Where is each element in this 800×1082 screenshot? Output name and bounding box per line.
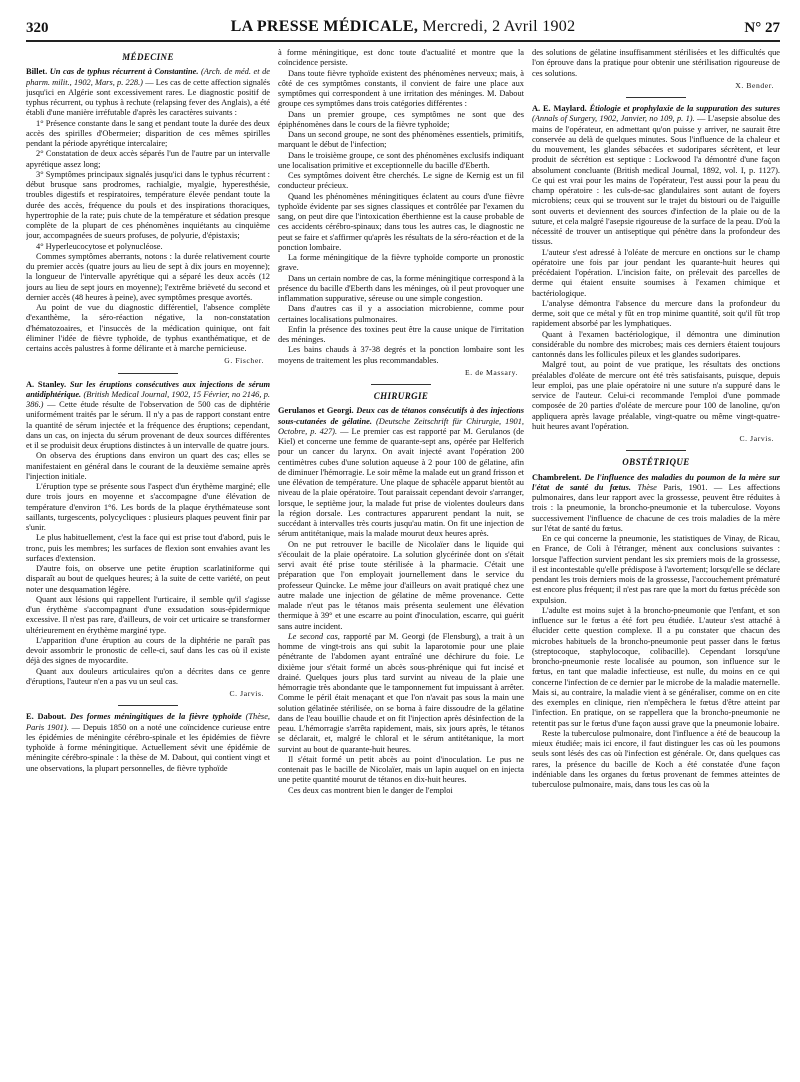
paragraph: Enfin la présence des toxines peut être la cause unique de l'irritation des méninges. [278, 324, 524, 344]
article-text: — Cette étude résulte de l'observation de 500 cas de diphtérie uniformément traités par le sérum. Il n'y a pas de rapport constant entre la quantité de sérum injectée et la fréquence des éruptions; cependant, dans un cas, on injecta du sérum provenant de deux sources différentes et il se produisit deux éruptions distinctes à un intervalle de quatre jours. [26, 400, 270, 450]
paragraph: Au point de vue du diagnostic différentiel, l'absence complète d'exanthème, la séro-réaction négative, la non-constatation d'hématozoaires, et l'insuccès de la médication quinique, ont fait éliminer l'idée de fièvre typhoïde, de typhus exanthématique, et de certains accès palustres à forme délirante et à marche pernicieuse. [26, 303, 270, 353]
case-label: Le second cas, [288, 631, 340, 641]
paragraph [278, 632, 524, 755]
paragraph: On observa des éruptions dans environ un quart des cas; elles se manifestaient en général dans le courant de la deuxième semaine après l'injection initiale. [26, 451, 270, 481]
paragraph: Les bains chauds à 37-38 degrés et la ponction lombaire sont les moyens de traitement les plus recommandables. [278, 345, 524, 365]
paragraph: D'autre fois, on observe une petite éruption scarlatiniforme qui disparaît au bout de quelques heures; à la suite de cette variété, on peut noter une desquamation légère. [26, 564, 270, 594]
article-title: Un cas de typhus récurrent à Constantine. [49, 67, 199, 77]
section-heading-obstetrique: OBSTÉTRIQUE [622, 457, 690, 468]
divider [626, 97, 686, 98]
signature: E. de Massary. [464, 367, 518, 377]
article-lead [26, 712, 270, 774]
column-2 [278, 48, 524, 1074]
article-author: Billet. [26, 67, 48, 77]
paragraph: Dans le troisième groupe, ce sont des phénomènes exclusifs indiquant une localisation primitive et exceptionnelle du bacille d'Eberth. [278, 150, 524, 170]
issue-number: N° 27 [744, 20, 780, 36]
paragraph: Quand les phénomènes méningitiques éclatent au cours d'une fièvre typhoïde évidente par ses signes classiques et contrôlée par l'examen du sang, on peut dire que l'intoxication éberthienne est la cause probable de ces accidents cérébro-spinaux; dans tous les autres cas, le diagnostic ne peut se faire et s'affirmer qu'après les résultats de la séro-réaction et de la ponction lombaire. [278, 191, 524, 252]
article-text: rapporté par M. Georgi (de Flensburg), a trait à un homme de vingt-trois ans qui subit la laparotomie pour une plaie pénétrante de l'abdomen ayant entraîné une déchirure du foie. Le dixième jour s'était formé un abcès sous-phrénique qui fut incisé et drainé. Quelques jours plus tard survint au niveau de la plaie une hémorragie très abondante que le tamponnement fut impuissant à arrêter. Comme le péril était menaçant et que l'on n'avait pas sous la main une solution gélatinée stérilisée, on se borna à faire dissoudre de la gélatine dans de l'eau bouillie chaude et on fit l'injection après désinfection de la peau. L'hémorragie s'arrêta rapidement, mais, six jours après, le tétanos se déclarait, et, malgré le chloral et le sérum antitétanique, la mort survint au bout de quarante-huit heures. [278, 631, 524, 754]
article-title: Sur les éruptions consécutives aux injections de sérum antidiphtérique. [26, 379, 270, 399]
divider [626, 450, 686, 451]
article-lead [26, 67, 270, 118]
article-text: — Les cas de cette affection signalés jusqu'ici en Algérie sont excessivement rares. Le diagnostic positif de typhus récurrent, ou typhus à rechute (relapsing fever des Anglais), a été établi d'une manière irréfutable d'après les caractères suivants : [26, 77, 270, 118]
article-author: A. Stanley. [26, 379, 67, 389]
article-dabout-continued [278, 48, 524, 378]
paragraph: L'adulte est moins sujet à la broncho-pneumonie que l'enfant, et son influence sur le fœtus a été fort peu étudiée. L'auteur s'est attaché à élucider cette question complexe. Il a pu constater que chacun des microbes habituels de la broncho-pneumonie peut passer dans le fœtus (streptocoque, staphylocoque, colibacille). Cependant lorsqu'une broncho-pneumonie reste localisée au poumon, son influence sur le fœtus, en tant que maladie infectieuse, est nulle, du moins en ce qui concerne l'infection de ce dernier par le microbe de la maladie maternelle. Mais si, au contraire, la maladie vient à se généraliser, comme on en cite des exemples en clinique, rien n'empêchera le fœtus d'être atteint par l'infection. En pratique, on se rappellera que la broncho-pneumonie ne retentit pas sur le fœtus d'une façon aussi grave que la pneumonie lobaire. [532, 605, 780, 728]
article-citation: (Deutsche Zeitschrift für Chirurgie, 1901, Octobre, p. 427). [278, 416, 524, 436]
paragraph: Dans d'autres cas il y a association microbienne, comme pour certaines localisations pulmonaires. [278, 304, 524, 324]
paragraph: Commes symptômes aberrants, notons : la durée relativement courte du premier accès (quatre jours au lieu de sept à dix jours en moyenne); la longueur de l'intervalle apyrétique qui a séparé les deux accès (12 jours au lieu de sept jours en moyenne); l'extrême brièveté du second et dernier accès (48 heures à peine), avec symptômes presque avortés. [26, 251, 270, 302]
column-3 [532, 48, 780, 1074]
paragraph: 3° Symptômes principaux signalés jusqu'ici dans le typhus récurrent : début brusque sans prodromes, rachialgie, myalgie, hyperesthésie, troubles digestifs et respiratoires, température élevée pendant toute la durée des accès, fréquence du pouls et des inspirations thoraciques, hypertrophie de la rate; puis chute de la température et sédation presque complète de la plupart de ces phénomènes inquiétants au cinquième jour, accompagnées de sueurs profuses, de polyurie, d'épistaxis; [26, 169, 270, 241]
page-number: 320 [26, 20, 49, 36]
paragraph: L'analyse démontra l'absence du mercure dans la profondeur du derme, soit que ce métal y fût en trop minime quantité, soit qu'il fût trop rapidement absorbé par les lymphatiques. [532, 298, 780, 329]
article-citation: (Thèse, Paris 1901). [26, 712, 270, 732]
article-lead [278, 406, 524, 539]
article-title: Des formes méningitiques de la fièvre typhoïde [69, 712, 242, 722]
divider [118, 373, 178, 374]
article-gerulanos-continued [532, 48, 780, 91]
paragraph: Dans toute fièvre typhoïde existent des phénomènes nerveux; mais, à côté de ces symptômes constants, il convient de faire une place aux symptômes qui correspondent à une irritation des méninges. M. Dabout groupe ces symptômes dans trois catégories différentes : [278, 68, 524, 109]
paragraph: 1° Présence constante dans le sang et pendant toute la durée des deux accès des spirilles d'Obermeier; disparition de ces mêmes spirilles pendant la période apyrétique intercalaire; [26, 118, 270, 148]
column-1 [26, 48, 270, 1074]
paragraph: à forme méningitique, est donc toute d'actualité et montre que la coïncidence persiste. [278, 48, 524, 68]
paragraph: Dans un second groupe, ne sont des phénomènes essentiels, primitifs, marquant le début de l'infection; [278, 130, 524, 150]
paragraph: Le plus habituellement, c'est la face qui est prise tout d'abord, puis le tronc, puis les membres; les surfaces de flexion sont envahies avant les surfaces d'extension. [26, 533, 270, 563]
paragraph: Dans un certain nombre de cas, la forme méningitique correspond à la présence du bacille d'Eberth dans les méninges, où il peut provoquer une inflammation suppurative, séreuse ou une simple congestion. [278, 273, 524, 303]
article-title: Deux cas de tétanos consécutifs à des injections sous-cutanées de gélatine. [278, 406, 524, 426]
paragraph: Il s'était formé un petit abcès au point d'inoculation. Le pus ne contenait pas le bacille de Nicolaïer, mais un lapin auquel on en injecta une petite quantité mourut de tétanos en dix-huit heures. [278, 754, 524, 785]
paragraph: Ces deux cas montrent bien le danger de l'emploi [288, 785, 453, 795]
article-author: Chambrelent. [532, 472, 582, 482]
section-heading-chirurgie: CHIRURGIE [373, 391, 429, 401]
article-lead [532, 473, 780, 535]
article-dabout [26, 712, 270, 774]
divider [118, 705, 178, 706]
section-heading-medecine: MÉDECINE [122, 52, 174, 62]
article-text: — Les affections pulmonaires, dans leur rapport avec la grossesse, peuvent être réduites à trois : la pneumonie, la broncho-pneumonie et la tuberculose. Voyons successivement l'influence de chacune de ces trois maladies de la mère sur l'état de santé du fœtus. [532, 482, 780, 533]
paragraph: Quant aux douleurs articulaires qu'on a décrites dans ce genre d'éruptions, l'auteur n'en a pas vu un seul cas. [26, 666, 270, 686]
article-chambrelent [532, 473, 780, 791]
signature: X. Bender. [735, 80, 774, 90]
paragraph: En ce qui concerne la pneumonie, les statistiques de Vinay, de Ricau, en France, de Coli à l'étranger, mènent aux conclusions suivantes : lorsque l'affection survient pendant les six premiers mois de la grossesse, il est incontestable qu'elle prédispose à l'avortement; lorsqu'elle se déclare pendant les trois derniers mois de la grossesse, l'accouchement prématuré est encore plus fréquent; il n'est pas rare que la mort du fœtus précède son expulsion. [532, 534, 780, 605]
article-lead [532, 104, 780, 248]
article-gerulanos [278, 406, 524, 796]
article-citation: (British Medical Journal, 1902, 15 Février, no 2146, p. 386.) [26, 389, 270, 409]
paragraph: Quant à l'examen bactériologique, il démontra une diminution considérable du nombre des microbes; mais ces derniers étaient toujours cantonnés dans les follicules pileux et les glandes sudoripares. [532, 329, 780, 359]
paragraph: Ces symptômes doivent être cherchés. Le signe de Kernig est un fil conducteur précieux. [278, 171, 524, 191]
paragraph: L'auteur s'est adressé à l'oléate de mercure en onctions sur le champ opératoire une fois par jour pendant les quarante-huit heures qui précédaient l'opération. L'incision faite, on prélevait des parcelles de derme qui étaient ensuite soumises à l'examen chimique et bactériologique. [532, 247, 780, 298]
paragraph: 4° Hyperleucocytose et polynucléose. [36, 241, 163, 251]
article-citation: (Annals of Surgery, 1902, Janvier, no 109, p. 1). [532, 114, 695, 124]
paragraph: Reste la tuberculose pulmonaire, dont l'influence a été de beaucoup la mieux étudiée; mais ici encore, il faut distinguer les cas où les poumons seuls sont lésés des cas où l'infection est générale. Or, dans quelques cas rares, la présence du bacille de Koch a été constatée d'une façon indéniable dans les organes du fœtus provenant de femmes atteintes de tuberculose pulmonaire, mais, dans tous les cas où la [532, 728, 780, 789]
article-title: De l'influence des maladies du poumon de la mère sur l'état de santé du fœtus. [532, 472, 780, 492]
article-text: — L'asepsie absolue des mains de l'opérateur, en admettant qu'on puisse y arriver, ne saurait être conservée au delà de quelques minutes. Sous l'influence de la chaleur et du mouvement, les glandes sébacées et sudoripares sécrètent, et leur produit de sécrétion est septique : Lockwood l'a démontré d'une façon absolument concluante (British medical Journal, 1892, vol. I, p. 1127). Ce qui est vrai pour les mains de l'opérateur, l'est aussi pour la peau du champ opératoire : les culs-de-sac glandulaires sont autant de foyers microbiens; ceux qui se trouvent sur le trajet du bistouri ou de l'aiguille sont ouverts et deviennent des sources d'infection de la plaie ou de la suture, et cela malgré l'asepsie rigoureuse de la surface de la peau. D'où la nécessité de trouver un antiseptique qui pénètre dans la profondeur des tissus. [532, 114, 780, 247]
issue-date: Mercredi, 2 Avril 1902 [422, 18, 576, 35]
article-author: E. Dabout. [26, 712, 67, 722]
paragraph: Quant aux lésions qui rappellent l'urticaire, il semble qu'il s'agisse d'un érythème s'accompagnant d'une exsudation sous-épidermique excessive. Il n'est pas rare, d'ailleurs, de voir cet urticaire se transformer ultérieurement en érythème marginé type. [26, 594, 270, 635]
paragraph: La forme méningitique de la fièvre typhoïde comporte un pronostic grave. [278, 253, 524, 273]
signature: G. Fischer. [224, 356, 264, 366]
paragraph: Dans un premier groupe, ces symptômes ne sont que des épiphénomènes dans le cours de la fièvre typhoïde; [278, 109, 524, 129]
article-lead [26, 380, 270, 452]
signature: C. Jarvis. [739, 434, 774, 443]
paragraph: L'éruption type se présente sous l'aspect d'un érythème marginé; elle dure trois jours en moyenne et s'accompagne d'une élévation de température d'environ 1°6. Les bords de la plaque érythémateuse sont saillants, turgescents, polycycliques : plusieurs plaques peuvent finir par s'unir. [26, 482, 270, 532]
paragraph: Malgré tout, au point de vue pratique, les résultats des onctions préalables d'oléate de mercure ont été très satisfaisants, puisque, depuis leur emploi, pas une plaie opératoire ni une suture n'a suppuré dans le service de l'auteur. Celui-ci recommande l'emploi d'une pommade composée de 20 parties d'oléate de mercure pour 100 de lanoline, qu'on appliquera après lavage préalable, vingt-quatre ou même vingt-quatre-huit heures avant l'opération. [532, 360, 780, 431]
article-title: Étiologie et prophylaxie de la suppuration des sutures [589, 104, 780, 113]
article-text: — Le premier cas est rapporté par M. Gerulanos (de Kiel) et concerne une femme de quarante-sept ans, opérée par Helferich pour un cancer du larynx. On avait injecté avant l'opération 200 centimètres cubes d'une solution aqueuse à 2 pour 100 de gélatine, afin de diminuer l'hémorragie. Le soir même la malade eut un grand frisson et une élévation de température. Une plaque de sphacèle apparut bientôt au niveau de la plaie opératoire. Tout paraissait cependant devoir s'arranger, lorsque, le septième jour, la malade fut prise de violentes douleurs dans la région dorsale. Les contractures apparurent pendant la nuit, se succédant à intervalles très courts jusqu'au matin. On fit une injection de sérum antitétanique, mais la malade mourut deux heures après. [278, 426, 524, 539]
signature: C. Jarvis. [229, 689, 264, 698]
paragraph: des solutions de gélatine insuffisamment stérilisées et les difficultés que l'on éprouve dans la pratique pour obtenir une stérilisation rigoureuse de ces solutions. [532, 48, 780, 78]
article-author: A. E. Maylard. [532, 104, 587, 113]
article-author: Gerulanos et Georgi. [278, 406, 354, 416]
paragraph: 2° Constatation de deux accès séparés l'un de l'autre par un intervalle apyrétique assez long; [26, 149, 270, 169]
article-citation: (Arch. de méd. et de pharm. milit., 1902, Mars, p. 228.) [26, 67, 270, 87]
article-text: — Depuis 1850 on a noté une coïncidence curieuse entre les épidémies de méningite cérébro-spinale et les épidémies de fièvre typhoïde à forme méningitique. Actuellement sévit une épidémie de méningite cérébro-spinale : la thèse de M. Dabout, qui contient vingt et une observations, la plupart personnelles, de fièvre typhoïde [26, 722, 270, 773]
masthead-title [26, 18, 780, 36]
journal-title: LA PRESSE MÉDICALE, [230, 18, 419, 35]
article-stanley [26, 380, 270, 700]
article-citation-rest: Paris, 1901. [663, 482, 708, 492]
paragraph: L'apparition d'une éruption au cours de la diphtérie ne paraît pas devoir assombrir le pronostic de celle-ci, sauf dans les cas où il existe déjà des signes de myocardite. [26, 635, 270, 666]
paragraph: On ne put retrouver le bacille de Nicolaïer dans le liquide qui s'écoulait de la plaie opératoire. La solution glycérinée dont on s'était servi avait été prise toute stérilisée à la pharmacie. C'était une préparation que l'on employait journellement dans le service du professeur Quincke. Le même jour d'ailleurs on avait pratiqué chez une autre malade une injection de gélatine de même provenance. Cette malade n'eut pas le tétanos mais présenta seulement une élévation thermique à 39° et une escarre au point d'inoculation, escarre, qui guérit sans autre incident. [278, 539, 524, 631]
article-maylard [532, 104, 780, 444]
masthead [26, 18, 780, 42]
article-billet [26, 67, 270, 366]
article-citation: Thèse [637, 482, 657, 492]
divider [371, 384, 431, 385]
